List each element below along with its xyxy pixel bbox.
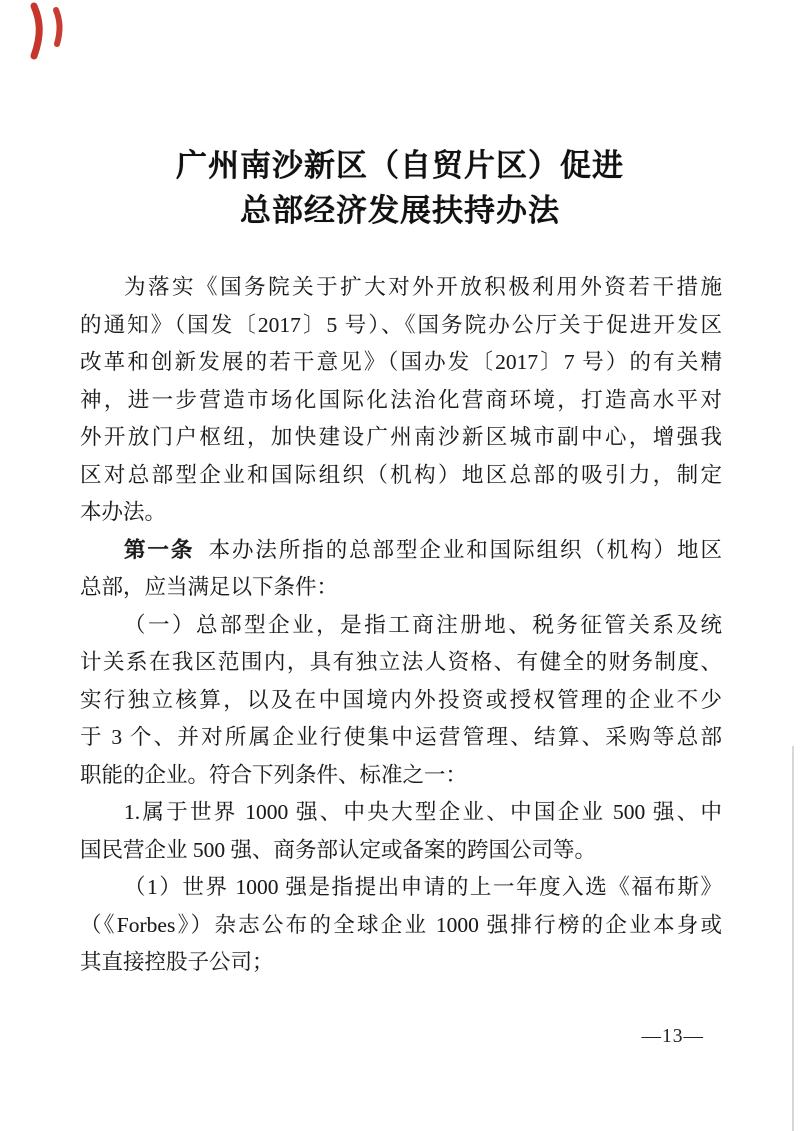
page-number: —13—	[641, 1026, 704, 1047]
text-line: 于 3 个、并对所属企业行使集中运营管理、结算、采购等总部	[80, 725, 722, 749]
text-line: 改革和创新发展的若干意见》（国办发〔2017〕7 号）的有关精	[80, 350, 722, 374]
pen-stroke	[34, 6, 39, 56]
title-line-2: 总部经济发展扶持办法	[240, 193, 560, 228]
text-line: 本办法。	[80, 500, 167, 524]
text-line: （《Forbes》）杂志公布的全球企业 1000 强排行榜的企业本身或	[80, 912, 722, 937]
text-line: 其直接控股子公司；	[80, 950, 274, 974]
document-body	[80, 269, 722, 982]
pen-stroke	[56, 10, 60, 44]
paragraph	[80, 794, 722, 869]
red-pen-marks	[18, 0, 88, 70]
text-line: 的通知》（国发〔2017〕5 号）、《国务院办公厅关于促进开发区	[80, 312, 722, 337]
text-line: 外开放门户枢纽，加快建设广州南沙新区城市副中心，增强我	[80, 425, 722, 449]
text-line: 总部，应当满足以下条件：	[80, 575, 339, 599]
text-line: 区对总部型企业和国际组织（机构）地区总部的吸引力，制定	[80, 462, 722, 487]
text-line: 国民营企业 500 强、商务部认定或备案的跨国公司等。	[80, 837, 597, 862]
text-line: （一）总部型企业，是指工商注册地、税务征管关系及统	[124, 612, 722, 637]
text-line: 为落实《国务院关于扩大对外开放积极利用外资若干措施	[124, 275, 722, 299]
document-title	[0, 143, 800, 233]
paragraph	[80, 607, 722, 795]
scan-artifact-line	[792, 746, 794, 1131]
text-line: 神，进一步营造市场化国际化法治化营商环境，打造高水平对	[80, 387, 722, 412]
text-line: 1.属于世界 1000 强、中央大型企业、中国企业 500 强、中	[124, 800, 722, 824]
article-label: 第一条	[124, 537, 195, 562]
text-line: 计关系在我区范围内，具有独立法人资格、有健全的财务制度、	[80, 650, 722, 674]
paragraph	[80, 869, 722, 982]
text-line: 第一条 本办法所指的总部型企业和国际组织（机构）地区	[124, 537, 722, 562]
text-line: 实行独立核算，以及在中国境内外投资或授权管理的企业不少	[80, 687, 722, 712]
text-line: （1）世界 1000 强是指提出申请的上一年度入选《福布斯》	[124, 875, 722, 899]
text-line: 职能的企业。符合下列条件、标准之一：	[80, 762, 468, 787]
title-line-1: 广州南沙新区（自贸片区）促进	[176, 148, 624, 183]
paragraph	[80, 532, 722, 607]
paragraph	[80, 269, 722, 532]
